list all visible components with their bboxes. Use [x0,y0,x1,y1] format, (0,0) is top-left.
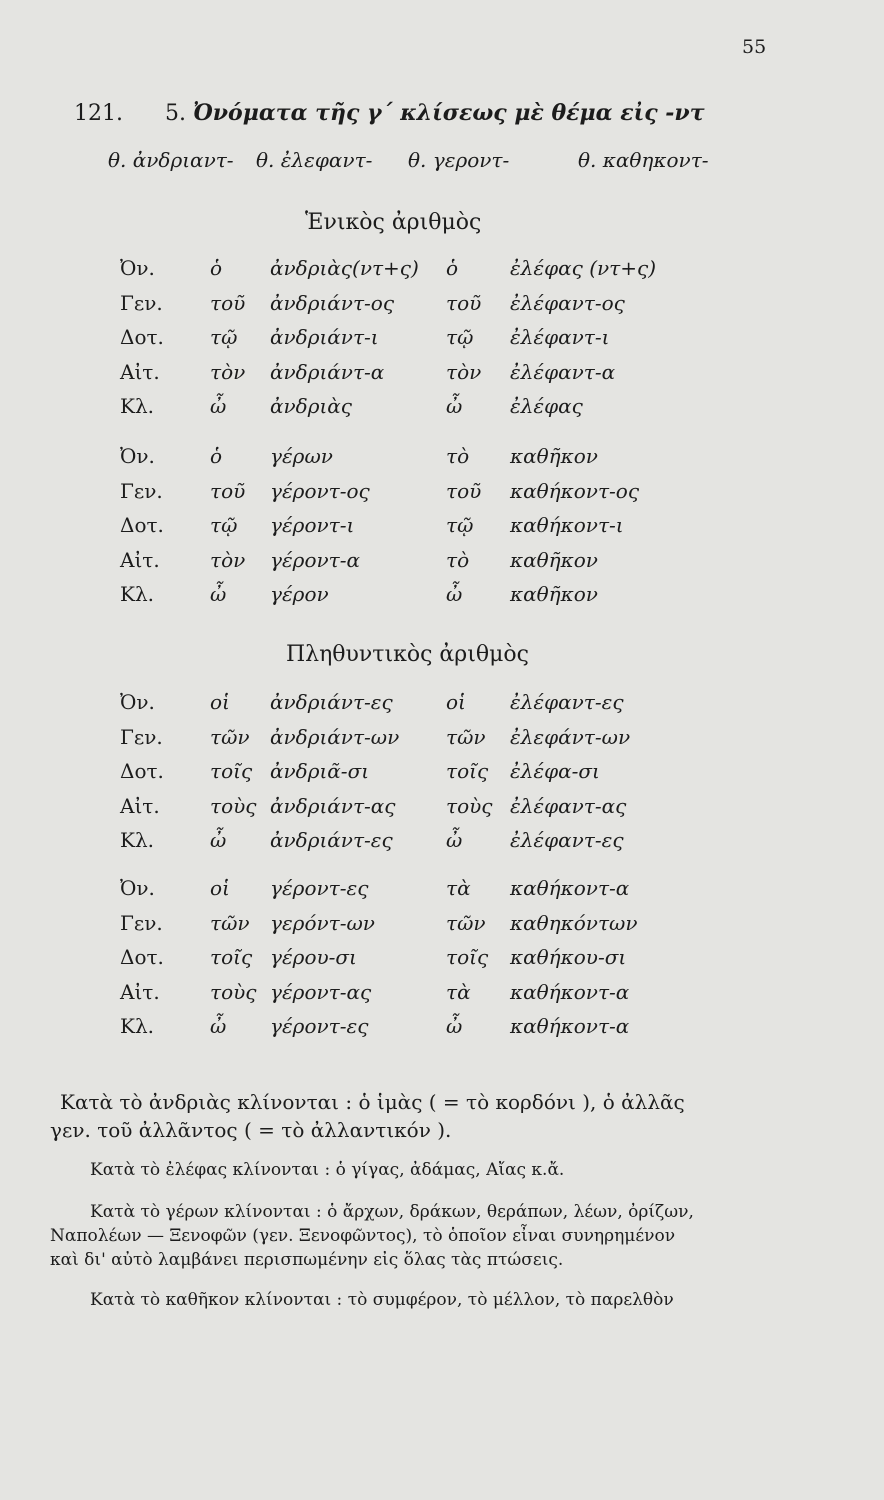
cell-art2: ὦ [446,1014,463,1038]
cell-form2: καθῆκον [510,444,598,468]
cell-form1: ἀνδριάντ-ες [270,690,393,714]
cell-art2: τῶν [446,910,486,935]
cell-art2: ὁ [446,256,459,280]
cell-art1: οἱ [210,690,230,714]
cell-art1: τῶν [210,910,250,935]
cell-art1: τῷ [210,513,238,537]
cell-case: Γεν. [120,478,163,503]
cell-art2: τὸν [446,359,482,384]
cell-form1: ἀνδριὰς(ντ+ς) [270,256,419,280]
cell-form1: ἀνδριάντ-α [270,359,385,384]
declension-row [0,690,884,720]
cell-form1: γέρον [270,582,329,606]
note-geron-line1: Κατὰ τὸ γέρων κλίνονται : ὁ ἄρχων, δράκων, θεράπων, λέων, ὀρίζων, [90,1202,694,1222]
cell-form1: γέροντ-α [270,547,360,572]
page-number: 55 [742,36,767,58]
cell-form1: ἀνδριάντ-ων [270,724,400,749]
cell-form2: καθῆκον [510,547,598,572]
cell-form2: καθήκοντ-ος [510,478,640,503]
cell-form2: καθηκόντων [510,910,638,935]
note-andrias-line2: γεν. τοῦ ἀλλᾶντος ( = τὸ ἀλλαντικόν ). [50,1118,452,1142]
cell-case: Αἰτ. [120,793,160,818]
declension-row [0,444,884,474]
declension-row [0,513,884,543]
cell-art1: τῶν [210,724,250,749]
cell-form1: ἀνδριάντ-ας [270,793,396,818]
cell-art2: ὦ [446,828,463,852]
cell-art2: ὦ [446,582,463,606]
cell-case: Ὀν. [120,256,155,280]
cell-case: Δοτ. [120,759,164,783]
cell-form2: καθήκοντ-ι [510,513,624,537]
cell-form2: καθῆκον [510,582,598,606]
declension-row [0,876,884,906]
singular-title: Ἑνικὸς ἀριθμὸς [305,210,482,235]
cell-art2: τὸ [446,547,470,572]
cell-case: Γεν. [120,290,163,315]
stem-elefant: θ. ἐλεφαντ- [256,148,373,172]
note-elefas: Κατὰ τὸ ἐλέφας κλίνονται : ὁ γίγας, ἀδάμας, Αἴας κ.ἄ. [90,1160,565,1180]
declension-row [0,256,884,286]
cell-art1: οἱ [210,876,230,900]
note-geron-line3: καὶ δι' αὐτὸ λαμβάνει περισπωμένην εἰς ὅλας τὰς πτώσεις. [50,1250,564,1270]
declension-row [0,945,884,975]
cell-form1: γέροντ-ες [270,1014,369,1038]
declension-row [0,291,884,321]
cell-case: Δοτ. [120,945,164,969]
cell-form1: ἀνδριὰς [270,394,353,418]
cell-form2: καθήκοντ-α [510,1014,630,1038]
cell-form2: ἐλέφαντ-ες [510,690,624,714]
cell-case: Αἰτ. [120,547,160,572]
cell-art1: τοῖς [210,759,253,783]
cell-form2: καθήκου-σι [510,945,627,969]
cell-case: Κλ. [120,1014,154,1038]
cell-art2: τῷ [446,325,474,349]
cell-art1: ὦ [210,1014,227,1038]
cell-case: Δοτ. [120,513,164,537]
declension-row [0,325,884,355]
cell-art2: τὸ [446,444,470,468]
cell-case: Αἰτ. [120,979,160,1004]
cell-art2: οἱ [446,690,466,714]
stem-geront: θ. γεροντ- [408,148,510,172]
cell-art2: τοῖς [446,945,489,969]
declension-row [0,479,884,509]
cell-case: Κλ. [120,582,154,606]
note-geron [50,1200,830,1272]
plural-title: Πληθυντικὸς ἀριθμὸς [286,642,529,667]
cell-case: Κλ. [120,828,154,852]
cell-form1: γέροντ-ος [270,478,370,503]
cell-art2: τοῦ [446,478,482,503]
declension-row [0,1014,884,1044]
section-heading [74,100,705,126]
cell-form2: καθήκοντ-α [510,876,630,900]
declension-row [0,828,884,858]
cell-art1: τὸν [210,547,246,572]
cell-form1: γερόντ-ων [270,910,375,935]
section-title: Ὀνόματα τῆς γ΄ κλίσεως μὲ θέμα εἰς -ντ [192,100,705,126]
cell-art1: ὁ [210,256,223,280]
cell-form1: γέροντ-ας [270,979,372,1004]
cell-art2: τὰ [446,876,471,900]
cell-art2: τοῖς [446,759,489,783]
cell-form2: ἐλέφας [510,394,583,418]
note-andrias-line1: Κατὰ τὸ ἀνδριὰς κλίνονται : ὁ ἱμὰς ( = τὸ κορδόνι ), ὁ ἀλλᾶς [60,1090,685,1114]
cell-form2: ἐλέφα-σι [510,759,600,783]
cell-form2: ἐλέφαντ-ας [510,793,627,818]
cell-art2: τὰ [446,979,471,1004]
cell-art1: ὦ [210,582,227,606]
cell-case: Δοτ. [120,325,164,349]
cell-art2: τῶν [446,724,486,749]
cell-art1: τῷ [210,325,238,349]
note-andrias [50,1090,800,1142]
cell-art1: ὁ [210,444,223,468]
section-number: 121. [74,101,123,126]
cell-case: Ὀν. [120,690,155,714]
cell-case: Γεν. [120,910,163,935]
cell-case: Ὀν. [120,876,155,900]
cell-form2: ἐλέφας (ντ+ς) [510,256,656,280]
declension-row [0,394,884,424]
cell-form2: καθήκοντ-α [510,979,630,1004]
declension-row [0,725,884,755]
declension-row [0,911,884,941]
stem-kathekont: θ. καθηκοντ- [578,148,709,172]
cell-art1: τοὺς [210,793,257,818]
cell-case: Γεν. [120,724,163,749]
cell-form1: ἀνδριᾶ-σι [270,759,370,783]
cell-art1: ὦ [210,828,227,852]
cell-art2: τοῦ [446,290,482,315]
cell-form1: γέροντ-ες [270,876,369,900]
declension-row [0,582,884,612]
cell-form1: ἀνδριάντ-ος [270,290,395,315]
declension-row [0,759,884,789]
cell-case: Κλ. [120,394,154,418]
cell-art1: τὸν [210,359,246,384]
cell-form2: ἐλέφαντ-ι [510,325,610,349]
cell-case: Ὀν. [120,444,155,468]
cell-art1: τοὺς [210,979,257,1004]
cell-form1: γέρου-σι [270,945,357,969]
cell-form2: ἐλέφαντ-ος [510,290,625,315]
note-kathekon: Κατὰ τὸ καθῆκον κλίνονται : τὸ συμφέρον, τὸ μέλλον, τὸ παρελθὸν [90,1290,674,1310]
cell-form1: γέρων [270,444,333,468]
declension-row [0,980,884,1010]
cell-form1: ἀνδριάντ-ες [270,828,393,852]
cell-art1: τοῦ [210,478,246,503]
cell-form2: ἐλέφαντ-ες [510,828,624,852]
declension-row [0,548,884,578]
cell-case: Αἰτ. [120,359,160,384]
cell-art2: ὦ [446,394,463,418]
cell-form2: ἐλεφάντ-ων [510,724,631,749]
declension-row [0,360,884,390]
cell-art1: ὦ [210,394,227,418]
declension-row [0,794,884,824]
cell-art1: τοῖς [210,945,253,969]
cell-art2: τοὺς [446,793,493,818]
cell-form2: ἐλέφαντ-α [510,359,616,384]
cell-art1: τοῦ [210,290,246,315]
cell-form1: γέροντ-ι [270,513,355,537]
note-geron-line2: Ναπολέων — Ξενοφῶν (γεν. Ξενοφῶντος), τὸ ὁποῖον εἶναι συνηρημένον [50,1226,676,1246]
cell-form1: ἀνδριάντ-ι [270,325,379,349]
cell-art2: τῷ [446,513,474,537]
stem-andriant: θ. ἀνδριαντ- [108,148,234,172]
subsection-number: 5. [164,101,186,126]
